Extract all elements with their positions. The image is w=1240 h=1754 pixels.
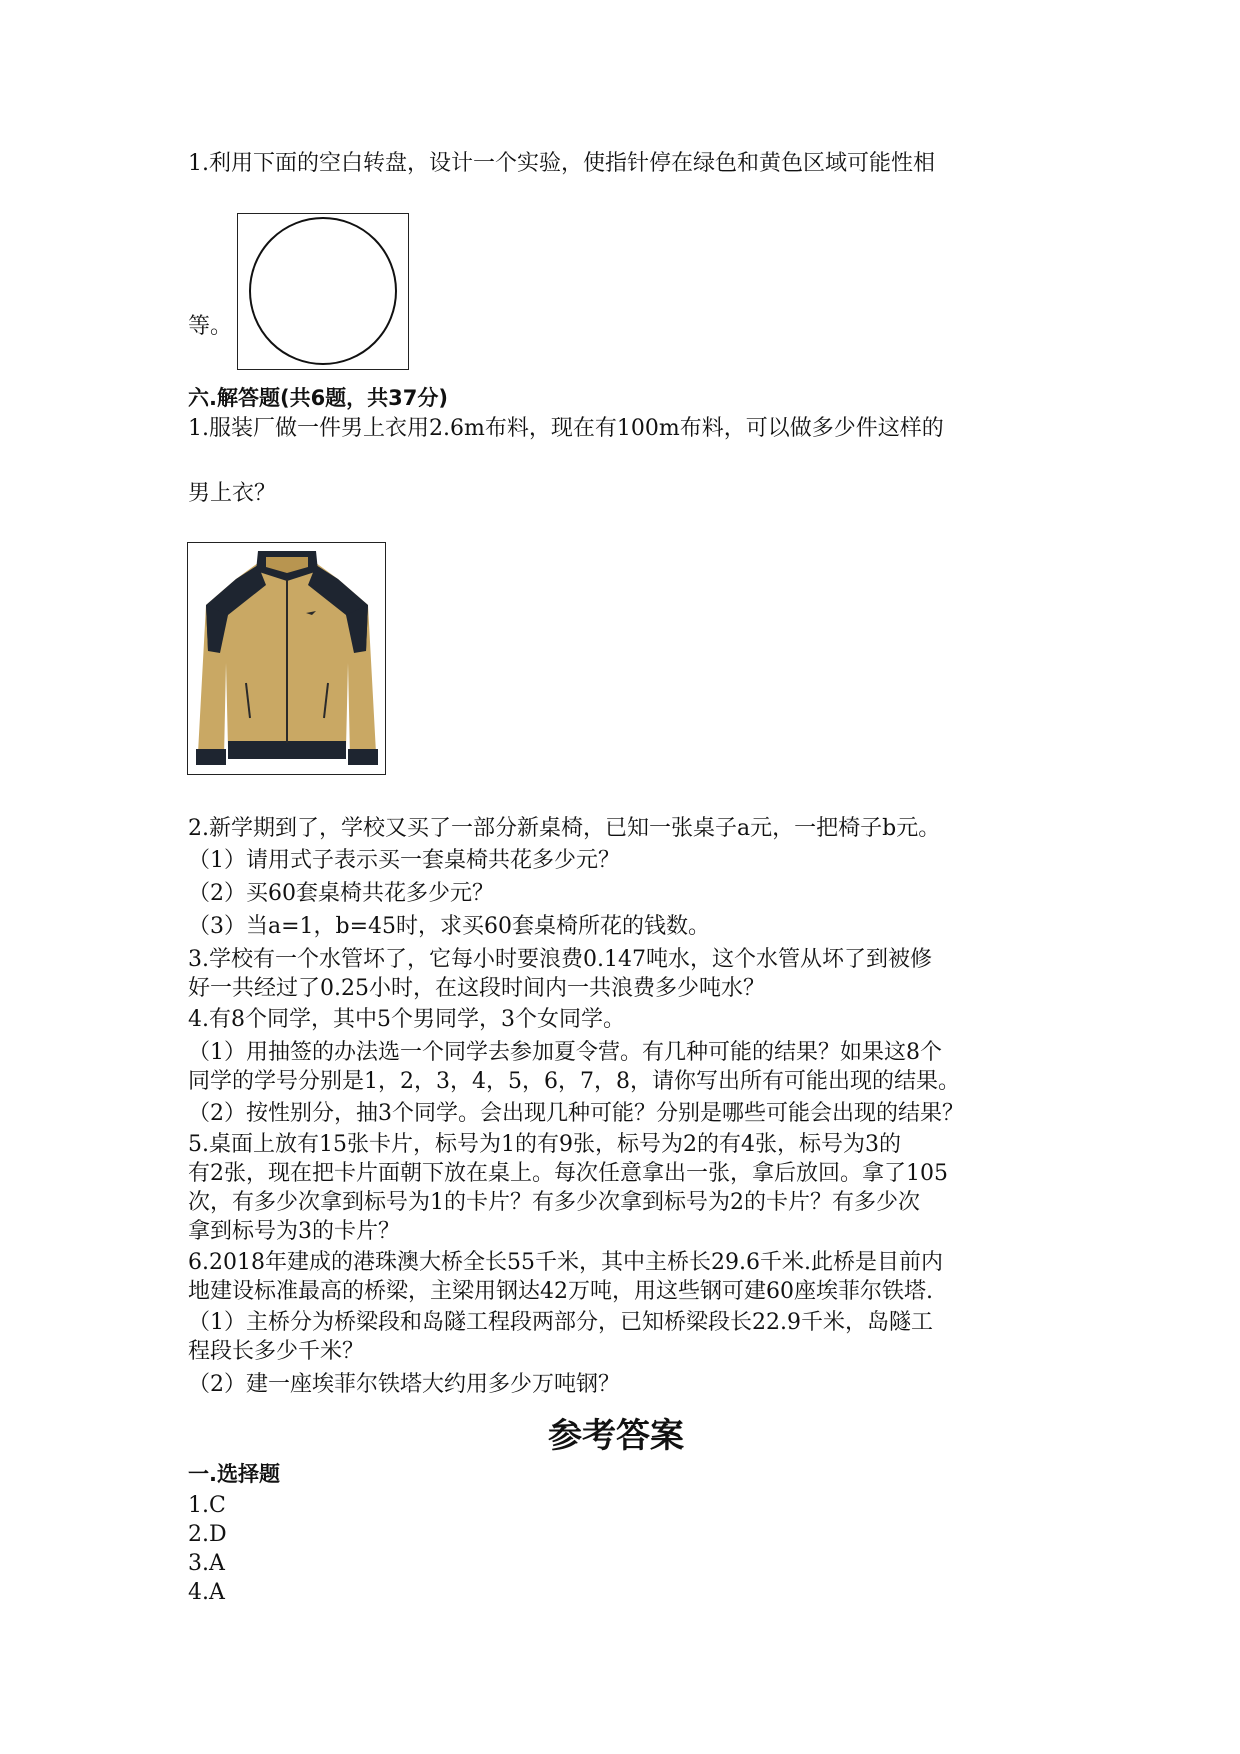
question-text: 3.学校有一个水管坏了，它每小时要浪费0.147吨水，这个水管从坏了到被修 [188, 947, 932, 972]
question-text: 5.桌面上放有15张卡片，标号为1的有9张，标号为2的有4张，标号为3的 [188, 1132, 901, 1157]
answer-item: 2.D [188, 1522, 227, 1547]
question-text: 等。 [188, 314, 233, 339]
question-text: （1）用抽签的办法选一个同学去参加夏令营。有几种可能的结果？如果这8个 [188, 1040, 942, 1065]
question-text: 1.利用下面的空白转盘，设计一个实验，使指针停在绿色和黄色区域可能性相 [188, 151, 935, 176]
question-text: 好一共经过了0.25小时，在这段时间内一共浪费多少吨水？ [188, 976, 765, 1001]
answers-section-heading: 一.选择题 [188, 1462, 280, 1486]
question-text: 拿到标号为3的卡片？ [188, 1219, 400, 1244]
section-heading: 六.解答题(共6题，共37分) [188, 386, 449, 410]
question-text: 地建设标准最高的桥梁，主梁用钢达42万吨，用这些钢可建60座埃菲尔铁塔. [188, 1279, 933, 1304]
answer-item: 3.A [188, 1551, 225, 1576]
question-text: 4.有8个同学，其中5个男同学，3个女同学。 [188, 1007, 625, 1032]
answer-item: 1.C [188, 1493, 226, 1518]
question-text: （1）请用式子表示买一套桌椅共花多少元？ [188, 848, 620, 873]
question-text: （1）主桥分为桥梁段和岛隧工程段两部分，已知桥梁段长22.9千米，岛隧工 [188, 1310, 933, 1335]
question-text: （2）建一座埃菲尔铁塔大约用多少万吨钢？ [188, 1372, 620, 1397]
question-text: 有2张，现在把卡片面朝下放在桌上。每次任意拿出一张，拿后放回。拿了105 [188, 1161, 948, 1186]
question-text: 1.服装厂做一件男上衣用2.6m布料，现在有100m布料，可以做多少件这样的 [188, 416, 944, 441]
question-text: 次，有多少次拿到标号为1的卡片？有多少次拿到标号为2的卡片？有多少次 [188, 1190, 920, 1215]
jacket-image [187, 542, 386, 775]
blank-spinner-circle [238, 214, 408, 369]
question-text: （2）买60套桌椅共花多少元？ [188, 881, 494, 906]
jacket-illustration [188, 543, 385, 774]
spinner-frame [237, 213, 409, 370]
question-text: 2.新学期到了，学校又买了一部分新桌椅，已知一张桌子a元，一把椅子b元。 [188, 816, 941, 841]
question-text: （3）当a=1，b=45时，求买60套桌椅所花的钱数。 [188, 914, 711, 939]
question-text: 程段长多少千米？ [188, 1339, 365, 1364]
question-text: 男上衣？ [188, 481, 277, 506]
answer-item: 4.A [188, 1580, 225, 1605]
answers-title: 参考答案 [548, 1416, 684, 1456]
question-text: 同学的学号分别是1，2，3，4，5，6，7，8，请你写出所有可能出现的结果。 [188, 1069, 960, 1094]
question-text: （2）按性别分，抽3个同学。会出现几种可能？分别是哪些可能会出现的结果？ [188, 1101, 964, 1126]
question-text: 6.2018年建成的港珠澳大桥全长55千米，其中主桥长29.6千米.此桥是目前内 [188, 1250, 943, 1275]
